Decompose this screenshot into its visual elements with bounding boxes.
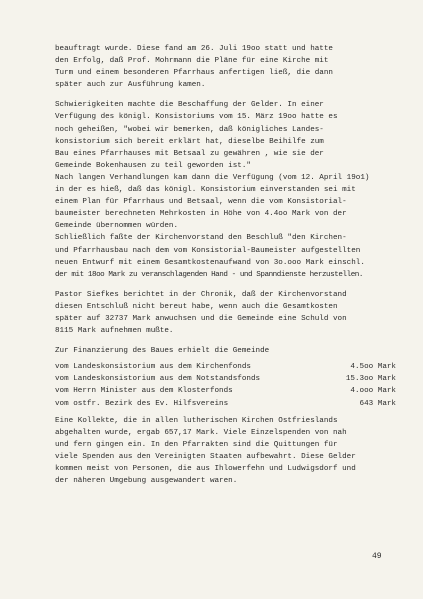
text-line: der mit 18oo Mark zu veranschlagenden Hand - und Spanndienste herzustellen.	[55, 270, 364, 279]
text-line: später auf 32737 Mark anwuchsen und die Gemeinde eine Schuld von	[55, 314, 347, 323]
text-line: Turm und einem besonderen Pfarrhaus anfertigen ließ, die dann	[55, 69, 333, 78]
financing-section	[55, 345, 400, 409]
paragraph-1	[55, 43, 400, 91]
text-line: später auch zur Ausführung kamen.	[55, 81, 206, 90]
financing-source: vom ostfr. Bezirk des Ev. Hilfsvereins	[55, 399, 229, 408]
text-line: Nach langen Verhandlungen kam dann die Verfügung (vom 12. April 19o1)	[55, 173, 370, 182]
text-line: viele Spenden aus den Vereinigten Staaten aufbewahrt. Diese Gelder	[55, 452, 356, 461]
text-line: Gemeinde übernommen würden.	[55, 222, 179, 231]
text-line: einem Plan für Pfarrhaus und Betsaal, wenn die vom Konsistorial-	[55, 198, 347, 207]
financing-source: vom Herrn Minister aus dem Klosterfonds	[55, 387, 233, 396]
text-line: Eine Kollekte, die in allen lutherischen Kirchen Ostfrieslands	[55, 416, 338, 425]
financing-amount: 4.5oo Mark	[350, 363, 396, 372]
financing-row	[55, 385, 400, 397]
financing-source: vom Landeskonsistorium aus dem Kirchenfonds	[55, 363, 251, 372]
text-line: der näheren Umgebung ausgewandert waren.	[55, 477, 238, 486]
text-line: und fern gingen ein. In den Pfarrakten sind die Quittungen für	[55, 440, 338, 449]
financing-amount: 15.3oo Mark	[345, 375, 396, 384]
financing-amount: 4.ooo Mark	[350, 387, 396, 396]
text-line: Verfügung des königl. Konsistoriums vom 15. März 19oo hatte es	[55, 113, 338, 122]
text-line: konsistorium sich bereit erklärt hat, dieselbe Beihilfe zum	[55, 137, 324, 146]
text-line: in der es hieß, daß das königl. Konsistorium einverstanden sei mit	[55, 186, 356, 195]
financing-row	[55, 361, 400, 373]
body-text	[55, 43, 400, 487]
paragraph-3	[55, 289, 400, 337]
text-line: Schließlich faßte der Kirchenvorstand den Beschluß "den Kirchen-	[55, 234, 347, 243]
financing-source: vom Landeskonsistorium aus dem Notstandsfonds	[55, 375, 261, 384]
text-line: baumeister berechneten Mehrkosten in Höhe von 4.4oo Mark von der	[55, 210, 347, 219]
text-line: noch geheißen, "wobei wir bemerken, daß königliches Landes-	[55, 125, 324, 134]
text-line: den Erfolg, daß Prof. Mohrmann die Pläne für eine Kirche mit	[55, 57, 329, 66]
financing-intro: Zur Finanzierung des Baues erhielt die Gemeinde	[55, 347, 270, 356]
text-line: Gemeinde Bokenhausen zu teil geworden ist."	[55, 161, 251, 170]
page-number: 49	[372, 552, 382, 561]
text-line: kommen meist von Personen, die aus Ihlowerfehn und Ludwigsdorf und	[55, 465, 356, 473]
text-line: Schwierigkeiten machte die Beschaffung der Gelder. In einer	[55, 101, 324, 110]
text-line: und Pfarrhausbau nach dem vom Konsistorial-Baumeister aufgestellten	[55, 246, 361, 255]
text-line: abgehalten wurde, ergab 657,17 Mark. Viele Einzelspenden von nah	[55, 428, 347, 437]
text-line: 8115 Mark aufnehmen mußte.	[55, 327, 174, 336]
text-line: neuen Entwurf mit einem Gesamtkostenaufwand von 3o.ooo Mark einschl.	[55, 258, 365, 267]
closing-paragraph	[55, 415, 400, 488]
text-line: diesen Entschluß nicht bereut habe, wenn auch die Gesamtkosten	[55, 302, 338, 311]
text-line: beauftragt wurde. Diese fand am 26. Juli 19oo statt und hatte	[55, 45, 333, 53]
financing-row	[55, 398, 400, 410]
paragraph-2	[55, 99, 400, 280]
financing-row	[55, 373, 400, 385]
financing-amount: 643 Mark	[359, 399, 396, 408]
text-line: Pastor Siefkes berichtet in der Chronik, daß der Kirchenvorstand	[55, 290, 347, 299]
text-line: Bau eines Pfarrhauses mit Betsaal zu gewähren , wie sie der	[55, 149, 324, 158]
